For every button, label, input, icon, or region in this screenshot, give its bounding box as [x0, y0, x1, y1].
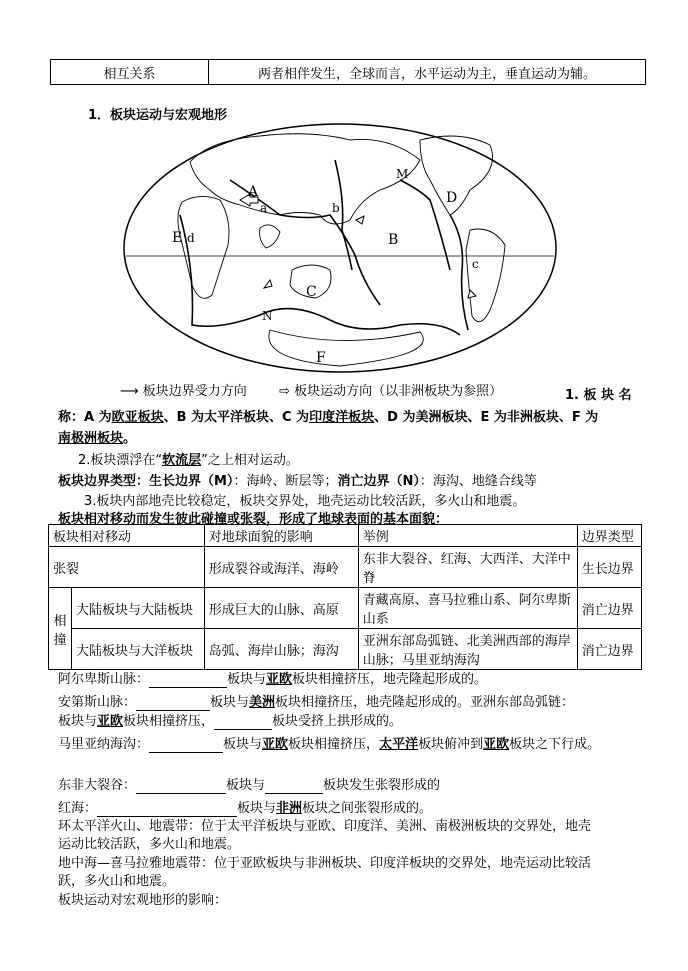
pacific-belt-line1: 环太平洋火山、地震带：位于太平洋板块与亚欧、印度洋、美洲、南极洲板块的交界处，地壳	[58, 819, 592, 834]
plate-map	[120, 120, 560, 378]
text-segment: 板块相撞挤压，地壳隆起形成的。	[292, 672, 488, 687]
map-legend	[120, 380, 502, 399]
influence-line: 板块运动对宏观地形的影响：	[58, 893, 228, 908]
legend-force-label: 板块边界受力方向	[142, 384, 247, 399]
text-segment: 马里亚纳海沟：	[58, 737, 150, 752]
row-rift-effect: 形成裂谷或海洋、海岭	[204, 547, 358, 588]
text-segment: 、B 为太平洋板块、C 为	[163, 410, 310, 425]
relation-label: 相互关系	[51, 60, 209, 85]
text-segment: 板块受挤上拱形成的。	[272, 714, 403, 729]
text-segment: 红海：	[58, 801, 98, 816]
blank-field[interactable]	[265, 778, 323, 794]
answer-indian: 印度洋板块	[309, 410, 375, 425]
map-label-B: B	[388, 232, 399, 248]
text-segment: 板块发生张裂形成的	[323, 778, 441, 793]
boundary-types-line	[58, 470, 537, 489]
map-label-c: c	[472, 257, 479, 271]
row-rift-boundary: 生长边界	[577, 547, 641, 588]
header-example: 举例	[358, 525, 577, 547]
map-label-C: C	[306, 284, 317, 300]
q-island-arc	[58, 710, 402, 730]
answer: 亚欧	[483, 737, 510, 752]
text-segment: 阿尔卑斯山脉：	[58, 672, 150, 687]
section-title: 1．板块运动与宏观地形	[88, 108, 228, 123]
text-segment: 消亡边界（N）	[337, 474, 420, 489]
q-mariana	[58, 733, 600, 753]
text-segment: 板块之下行成。	[509, 737, 601, 752]
map-label-M: M	[396, 167, 409, 181]
blank-field[interactable]	[149, 737, 223, 753]
text-segment: ”之上相对运动。	[201, 453, 299, 468]
map-label-b: b	[332, 201, 340, 215]
map-label-E: E	[172, 230, 183, 246]
text-segment: 板块与	[223, 737, 263, 752]
blank-field[interactable]	[136, 778, 226, 794]
row-co-effect: 岛弧、海岸山脉；海沟	[204, 629, 358, 670]
text-segment: 、D 为美洲板块、E 为非洲板块、F 为	[374, 410, 599, 425]
map-label-d: d	[187, 231, 195, 245]
answer-antarctic: 南极洲板块	[58, 431, 124, 446]
answer-asthenosphere: 软流层	[162, 453, 202, 468]
pacific-belt-line2: 运动比较活跃，多火山和地震。	[58, 837, 241, 852]
map-label-N: N	[262, 309, 273, 323]
row-cc-boundary: 消亡边界	[577, 588, 641, 629]
row-cc-effect: 形成巨大的山脉、高原	[204, 588, 358, 629]
text-segment: 板块相撞挤压，	[123, 714, 215, 729]
row-cc-example: 青藏高原、喜马拉雅山系、阿尔卑斯山系	[358, 588, 577, 629]
text-segment: 板块与	[237, 801, 277, 816]
q-east-africa	[58, 774, 440, 794]
text-segment: 板块与	[210, 695, 250, 710]
map-label-D: D	[446, 190, 458, 206]
blank-field[interactable]	[149, 672, 227, 688]
boundary-force-icon: ⟶	[120, 384, 139, 399]
text-segment: ：海岭、断层等；	[233, 474, 338, 489]
row-co-example: 亚洲东部岛弧链、北美洲西部的海岸山脉；马里亚纳海沟	[358, 629, 577, 670]
text-segment: 东非大裂谷：	[58, 778, 137, 793]
plate-names-heading: 1. 板 块 名	[565, 388, 632, 403]
text-segment: 板块边界类型：生长边界（M）	[58, 474, 234, 489]
header-motion: 板块相对移动	[49, 525, 205, 547]
text-segment: 称：A 为	[58, 410, 112, 425]
header-effect: 对地球面貌的影响	[204, 525, 358, 547]
float-line	[78, 449, 299, 468]
blank-field[interactable]	[214, 714, 272, 730]
text-segment: ：海沟、地缝合线等	[419, 474, 537, 489]
text-segment: 板块相撞挤压，地壳隆起形成的。亚洲东部岛弧链：	[275, 695, 575, 710]
text-segment: 板块与	[58, 714, 98, 729]
text-segment: 板块之间张裂形成的。	[302, 801, 433, 816]
answer: 太平洋	[379, 737, 419, 752]
answer: 亚欧	[266, 672, 293, 687]
plate-motion-icon: ⇨	[279, 384, 290, 399]
interior-line: 3.板块内部地壳比较稳定，板块交界处，地壳运动比较活跃，多火山和地震。	[84, 494, 526, 509]
header-boundary: 边界类型	[577, 525, 641, 547]
intro-line: 板块相对移动而发生彼此碰撞或张裂，形成了地球表面的基本面貌：	[58, 512, 449, 527]
plate-motion-table	[48, 524, 642, 670]
answer: 亚欧	[262, 737, 289, 752]
legend-motion-label: 板块运动方向（以非洲板块为参照）	[294, 384, 503, 399]
plate-names-line2	[58, 427, 136, 446]
text-segment: 板块与	[226, 778, 266, 793]
map-label-a: a	[260, 201, 268, 215]
blank-field[interactable]	[136, 695, 210, 711]
map-label-F: F	[316, 350, 326, 366]
plate-names-line1	[58, 406, 598, 425]
q-alps	[58, 668, 487, 688]
text-segment: 板块相撞挤压，	[288, 737, 380, 752]
row-rift-example: 东非大裂谷、红海、大西洋、大洋中脊	[358, 547, 577, 588]
collide-label: 相撞	[49, 588, 72, 670]
row-co-boundary: 消亡边界	[577, 629, 641, 670]
relation-table	[50, 59, 646, 85]
q-andes	[58, 691, 574, 711]
text-segment: 板块俯冲到	[418, 737, 484, 752]
q-red-sea	[58, 797, 432, 817]
map-label-A: A	[248, 184, 259, 200]
answer-eurasian: 欧亚板块	[111, 410, 164, 425]
text-segment: 2.板块漂浮在“	[78, 453, 163, 468]
answer: 美洲	[249, 695, 276, 710]
row-cc-type: 大陆板块与大陆板块	[72, 588, 205, 629]
text-segment: 板块与	[227, 672, 267, 687]
text-segment: 安第斯山脉：	[58, 695, 137, 710]
himalaya-belt-line2: 跃，多火山和地震。	[58, 874, 176, 889]
answer: 非洲	[276, 801, 303, 816]
row-rift-type: 张裂	[49, 547, 205, 588]
row-co-type: 大陆板块与大洋板块	[72, 629, 205, 670]
relation-value: 两者相伴发生，全球而言，水平运动为主，垂直运动为辅。	[209, 60, 646, 85]
text-segment: 。	[123, 431, 137, 446]
answer: 亚欧	[97, 714, 124, 729]
himalaya-belt-line1: 地中海—喜马拉雅地震带：位于亚欧板块与非洲板块、印度洋板块的交界处，地壳运动比较活	[58, 856, 592, 871]
